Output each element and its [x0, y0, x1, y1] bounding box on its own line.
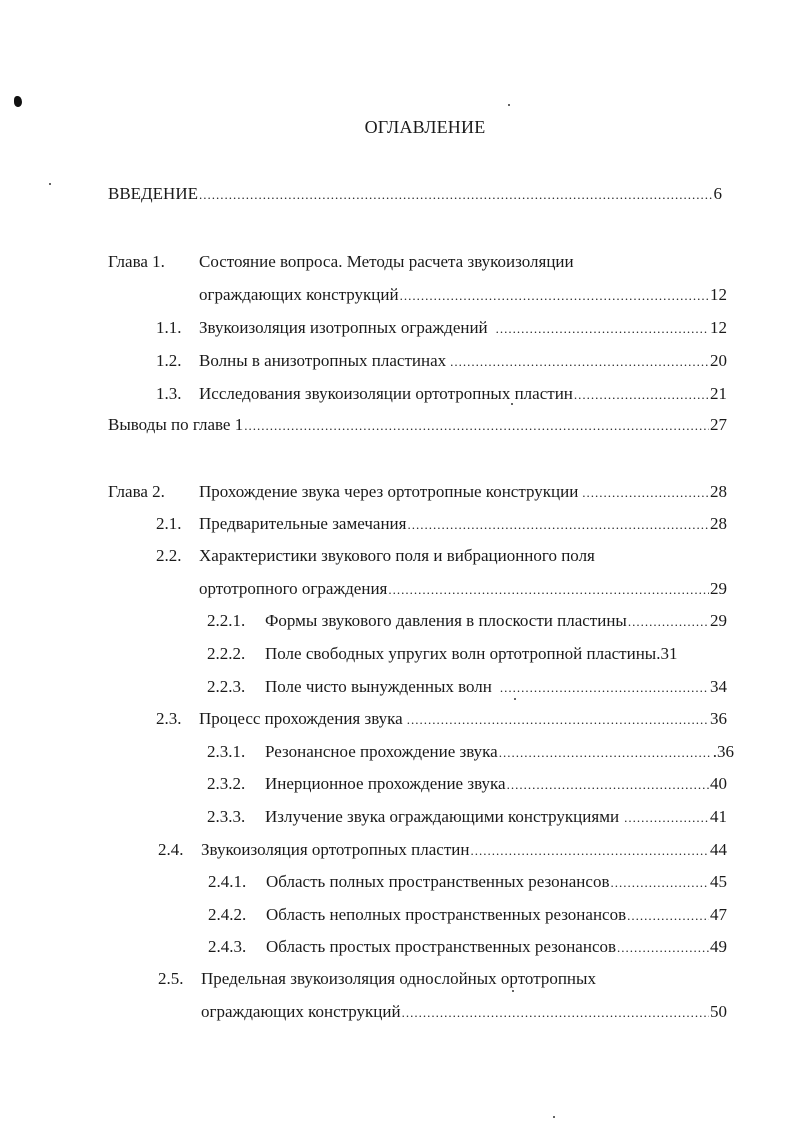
toc-page-number: 45 [710, 872, 727, 891]
toc-label: Формы звукового давления в плоскости пластины [265, 611, 627, 630]
section-number: 1.3. [156, 384, 182, 403]
toc-label: Область простых пространственных резонансов [266, 937, 617, 956]
leader-dots [624, 807, 709, 829]
leader-dots [574, 384, 709, 406]
subsection-number: 2.2.3. [207, 677, 246, 696]
toc-entry-chapter-2[interactable] [199, 481, 727, 504]
toc-page-number: 21 [710, 384, 727, 403]
section-number: 2.5. [158, 969, 184, 988]
toc-entry-chapter-1[interactable] [199, 284, 727, 307]
toc-entry-1-1[interactable] [199, 317, 727, 340]
toc-label: Звукоизоляция изотропных ограждений [199, 318, 488, 337]
toc-entry-2-3[interactable] [199, 708, 727, 731]
section-number: 2.3. [156, 709, 182, 728]
subsection-number: 2.4.2. [208, 905, 247, 924]
section-number: 2.2. [156, 546, 182, 565]
toc-entry-2-4[interactable] [201, 839, 727, 862]
toc-page-number: 6 [713, 184, 722, 203]
toc-section-title[interactable]: Характеристики звукового поля и вибрационного поля [199, 546, 595, 565]
leader-dots [199, 184, 713, 206]
leader-dots [499, 742, 712, 764]
scan-dust [512, 990, 514, 992]
toc-page-number: 31 [660, 644, 678, 663]
toc-label: Процесс прохождения звука [199, 709, 403, 728]
toc-page-number: 28 [710, 514, 727, 533]
subsection-number: 2.3.2. [207, 774, 246, 793]
chapter-number: Глава 1. [108, 252, 165, 271]
subsection-number: 2.4.3. [208, 937, 247, 956]
toc-page-number: 44 [710, 840, 727, 859]
page-title: ОГЛАВЛЕНИЕ [364, 117, 486, 137]
toc-label: Инерционное прохождение звука [265, 774, 506, 793]
section-number: 2.4. [158, 840, 184, 859]
leader-dots [400, 285, 709, 307]
leader-dots [507, 774, 709, 796]
toc-entry-2-4-2[interactable] [266, 904, 727, 927]
leader-dots [402, 1002, 709, 1024]
leader-dots [628, 611, 709, 633]
toc-page-number: 49 [710, 937, 727, 956]
toc-label: Звукоизоляция ортотропных пластин [201, 840, 470, 859]
toc-page-number: 29 [710, 611, 727, 630]
toc-page-number: 34 [710, 677, 727, 696]
leader-dots [627, 905, 709, 927]
scan-dust [508, 104, 510, 106]
toc-label: Резонансное прохождение звука [265, 742, 498, 761]
section-number: 2.1. [156, 514, 182, 533]
toc-page-number: 12 [710, 318, 727, 337]
toc-label: Исследования звукоизоляции ортотропных пластин [199, 384, 573, 403]
leader-dots [617, 937, 709, 959]
toc-label: ВВЕДЕНИЕ [108, 184, 198, 203]
toc-label: Область неполных пространственных резонансов [266, 905, 627, 924]
toc-label: Предварительные замечания [199, 514, 407, 533]
toc-section-title[interactable]: Предельная звукоизоляция однослойных ортотропных [201, 969, 596, 988]
leader-dots [407, 514, 709, 536]
leader-dots [582, 482, 709, 504]
toc-page-number: .36 [712, 742, 734, 761]
toc-entry-2-2-2[interactable] [265, 643, 727, 665]
toc-label: Поле чисто вынужденных волн [265, 677, 492, 696]
scan-mark [14, 96, 22, 107]
toc-entry-1-2[interactable] [199, 350, 727, 373]
leader-dots [407, 709, 709, 731]
toc-label: Прохождение звука через ортотропные конструкции [199, 482, 579, 501]
leader-dots [610, 872, 709, 894]
toc-entry-2-1[interactable] [199, 513, 727, 536]
toc-entry-2-2-1[interactable] [265, 610, 727, 633]
toc-entry-2-4-1[interactable] [266, 871, 727, 894]
toc-label: Выводы по главе 1 [108, 415, 244, 434]
subsection-number: 2.2.1. [207, 611, 246, 630]
leader-dots [500, 677, 709, 699]
leader-dots [450, 351, 709, 373]
toc-page-number: 28 [710, 482, 727, 501]
toc-entry-2-3-3[interactable] [265, 806, 727, 829]
toc-page-number: 41 [710, 807, 727, 826]
toc-entry-intro[interactable] [108, 183, 722, 206]
toc-page-number: 12 [710, 285, 727, 304]
subsection-number: 2.2.2. [207, 644, 246, 663]
toc-entry-2-2[interactable] [199, 578, 727, 601]
leader-dots [244, 415, 709, 437]
toc-page-number: 50 [710, 1002, 727, 1021]
toc-entry-1-3[interactable] [199, 383, 727, 406]
toc-entry-2-5[interactable] [201, 1001, 727, 1024]
toc-label: Волны в анизотропных пластинах [199, 351, 447, 370]
toc-entry-2-2-3[interactable] [265, 676, 727, 699]
toc-entry-2-4-3[interactable] [266, 936, 727, 959]
toc-label: ортотропного ограждения [199, 579, 388, 598]
leader-dots [470, 840, 709, 862]
toc-page-number: 29 [710, 579, 727, 598]
toc-page-number: 27 [710, 415, 727, 434]
scan-dust [49, 183, 51, 185]
scan-dust [553, 1116, 555, 1118]
toc-page-number: 40 [710, 774, 727, 793]
toc-entry-conclusions-1[interactable] [108, 414, 727, 437]
toc-entry-2-3-2[interactable] [265, 773, 727, 796]
section-number: 1.2. [156, 351, 182, 370]
leader-dots [388, 579, 709, 601]
toc-page-number: 47 [710, 905, 727, 924]
subsection-number: 2.4.1. [208, 872, 247, 891]
leader-dots [496, 318, 709, 340]
subsection-number: 2.3.1. [207, 742, 246, 761]
toc-label: ограждающих конструкций [201, 1002, 401, 1021]
toc-entry-2-3-1[interactable] [265, 741, 734, 764]
toc-label: Область полных пространственных резонансов [266, 872, 610, 891]
subsection-number: 2.3.3. [207, 807, 246, 826]
section-number: 1.1. [156, 318, 182, 337]
toc-page-number: 36 [710, 709, 727, 728]
toc-label: ограждающих конструкций [199, 285, 399, 304]
toc-label: Поле свободных упругих волн ортотропной пластины. [265, 644, 661, 663]
toc-page-number: 20 [710, 351, 727, 370]
toc-label: Излучение звука ограждающими конструкциями [265, 807, 620, 826]
toc-chapter-title[interactable]: Состояние вопроса. Методы расчета звукоизоляции [199, 252, 574, 271]
chapter-number: Глава 2. [108, 482, 165, 501]
